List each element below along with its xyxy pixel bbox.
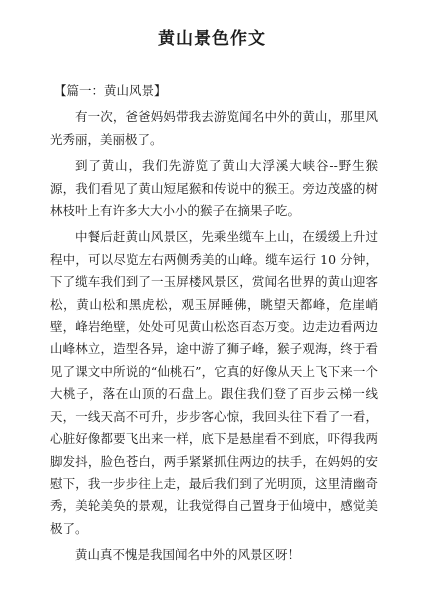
paragraph-4: 黄山真不愧是我国闻名中外的风景区呀！ xyxy=(75,547,301,563)
paragraph-2: 到了黄山，我们先游览了黄山大浮溪大峡谷--野生猴源，我们看见了黄山短尾猴和传说中的猴王。旁边茂盛的树林枝叶上有许多大大小小的猴子在摘果子吃。 xyxy=(50,158,378,219)
paragraph-1: 有一次，爸爸妈妈带我去游览闻名中外的黄山，那里风光秀丽，美丽极了。 xyxy=(50,109,378,147)
section-heading: 【篇一：黄山风景】 xyxy=(54,83,167,98)
document-body xyxy=(50,80,378,571)
page-title: 黄山景色作文 xyxy=(158,29,266,49)
paragraph-3: 中餐后赶黄山风景区，先乘坐缆车上山，在缓缓上升过程中，可以尽览左右两侧秀美的山峰。缆车运行 10 分钟，下了缆车我们到了一玉屏楼风景区，赏闻名世界的黄山迎客松，黄山松和黑虎松，观玉屏睡佛，眺望天都峰，危崖峭壁，峰岩绝壁，处处可见黄山松恣百态万变。边走边看两边山峰林立，造型各异，途中游了狮子峰，猴子观海，终于看见了课文中所说的“仙桃石”，它真的好像从天上飞下来一个大桃子，落在山顶的石盘上。跟住我们登了百步云梯一线天，一线天高不可升，步步客心惊，我回头往下看了一看，心脏好像都要飞出来一样，底下是悬崖看不到底，吓得我两脚发抖，脸色苍白，两手紧紧抓住两边的扶手，在妈妈的安慰下，我一步步往上走，最后我们到了光明顶，这里清幽奇秀，美轮美奂的景观，让我觉得自己置身于仙境中，感觉美极了。 xyxy=(50,229,378,536)
